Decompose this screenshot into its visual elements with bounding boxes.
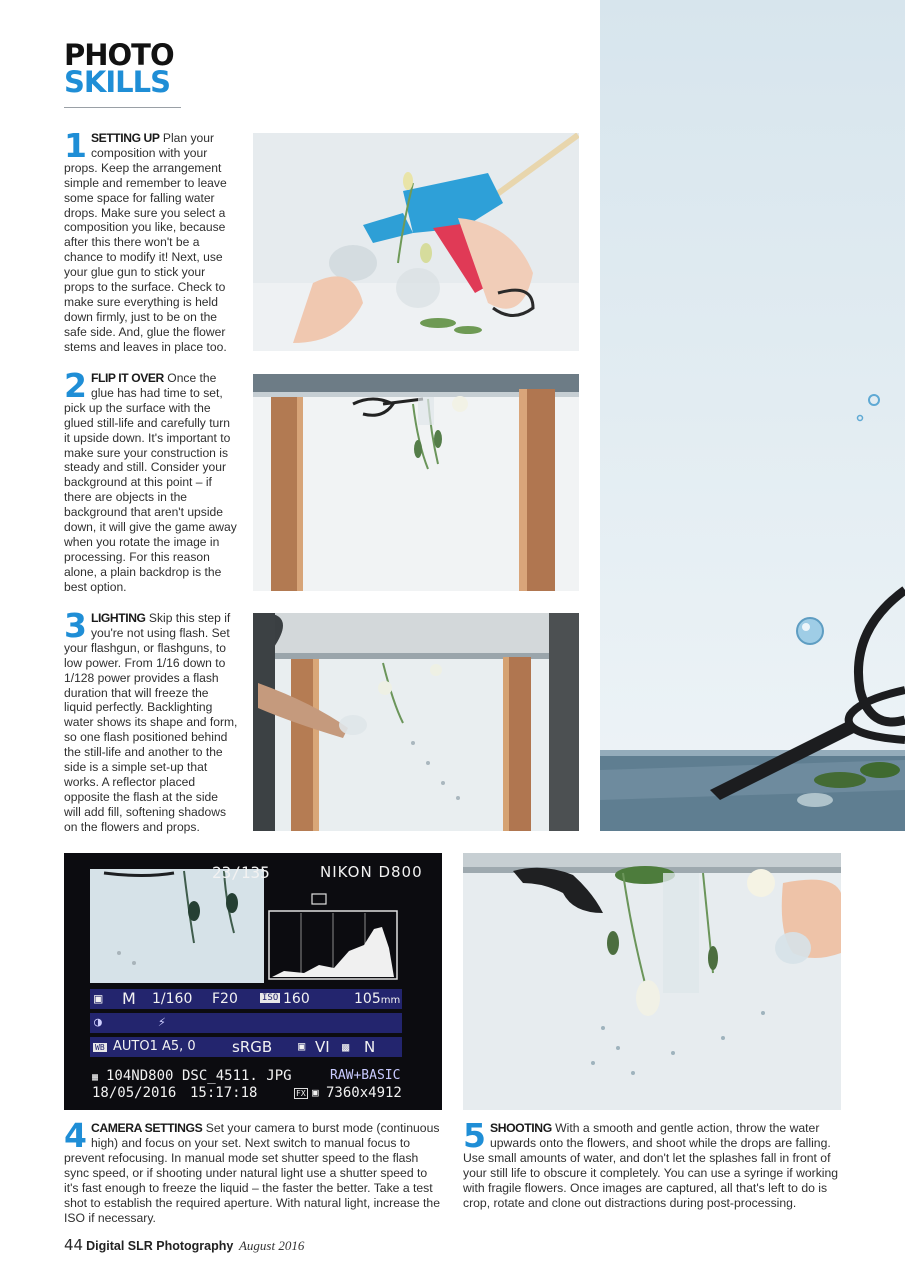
step-2 <box>64 366 238 595</box>
lcd-color-space: sRGB <box>232 1038 273 1056</box>
step-body: With a smooth and gentle action, throw the water upwards onto the flowers, and shoot while the drops are falling. Use small amounts of water, and don't let the splashes fall in front of your still life to obscure it completely. You can use a syringe if working with fragile flowers. Once images are captured, all that's left to do is crop, rotate and clone out distractions during post-processing. <box>463 1121 839 1210</box>
lcd-camera-model: NIKON D800 <box>320 863 423 881</box>
lcd-focal-length <box>354 991 400 1007</box>
lcd-aperture: F20 <box>212 991 238 1007</box>
lcd-folder: 104ND800 <box>106 1068 174 1084</box>
step-title: LIGHTING <box>90 611 146 625</box>
lcd-exposure-mode: M <box>122 989 136 1008</box>
photo-flip-it-over <box>253 374 579 591</box>
adl-icon: ▩ <box>342 1040 350 1054</box>
image-size-icon: ▣ <box>312 1086 319 1099</box>
lcd-quality: RAW+BASIC <box>330 1068 401 1083</box>
issue-date: August 2016 <box>238 1238 305 1253</box>
camera-lcd-screen <box>64 853 442 1110</box>
flash-comp-icon: ⚡ <box>158 1015 166 1030</box>
step-3 <box>64 606 238 835</box>
picture-control-icon: ▣ <box>298 1039 306 1053</box>
photo-skills-logo <box>64 38 184 99</box>
header-divider <box>64 107 181 108</box>
step-title: CAMERA SETTINGS <box>90 1121 203 1135</box>
photo-lighting <box>253 613 579 831</box>
lcd-fx-label: FX <box>296 1089 306 1098</box>
lcd-filename: DSC_4511. JPG <box>182 1068 292 1084</box>
page-folio <box>64 1236 304 1254</box>
step-title: FLIP IT OVER <box>90 371 164 385</box>
step-body: Set your camera to burst mode (continuous high) and focus on your set. Next switch to manual focus to prevent refocusing. In manual mode set shutter speed to the flash sync speed, or if shooting under natural light use a shutter speed to it's fast enough to freeze the liquid – the faster the better. Take a test shot to establish the required aperture. With natural light, increase the ISO if necessary. <box>64 1121 440 1225</box>
step-5 <box>463 1116 841 1211</box>
logo-line-skills: SKILLS <box>64 65 170 99</box>
exposure-comp-icon: ◑ <box>94 1015 102 1030</box>
step-title: SETTING UP <box>90 131 160 145</box>
photo-hero-splash <box>600 0 905 831</box>
step-title: SHOOTING <box>489 1121 552 1135</box>
folder-icon: ▦ <box>92 1072 99 1083</box>
step-body: Skip this step if you're not using flash. Set your flashgun, or flashguns, to low power. From 1/16 down to 1/128 power provides a flash duration that will freeze the liquid perfectly. Backlighting water shows its shape and form, so one flash positioned behind the still-life and another to the side is a simple set-up that works. A reflector placed opposite the flash at the side will add fill, softening shadows on the flowers and props. <box>64 611 238 834</box>
lcd-iso-value: 160 <box>283 991 310 1007</box>
lcd-shutter-speed: 1/160 <box>152 991 193 1007</box>
step-number: 2 <box>64 366 87 405</box>
lcd-focal-unit: mm <box>380 995 401 1006</box>
lcd-frame-count: 23/135 <box>212 863 270 882</box>
page-number: 44 <box>64 1236 84 1254</box>
lcd-wb-label: WB <box>95 1043 105 1052</box>
step-number: 4 <box>64 1116 87 1155</box>
step-number: 5 <box>463 1116 486 1155</box>
lcd-adl-value: N <box>364 1038 376 1056</box>
photo-glue-gun <box>253 133 579 351</box>
lcd-white-balance: AUTO1 A5, 0 <box>113 1039 196 1054</box>
step-1 <box>64 126 238 355</box>
photo-shooting <box>463 853 841 1110</box>
step-number: 3 <box>64 606 87 645</box>
lcd-iso-label: ISO <box>262 993 279 1003</box>
magazine-name: Digital SLR Photography <box>86 1239 234 1253</box>
logo-line-photo: PHOTO <box>64 38 174 72</box>
lcd-image-size: 7360x4912 <box>326 1085 402 1101</box>
step-number: 1 <box>64 126 87 165</box>
step-body: Plan your composition with your props. Keep the arrangement simple and remember to leave some space for falling water drops. Make sure you select a composition you like, because after this there won't be a chance to modify it! Next, use your glue gun to stick your props to the surface. Check to make sure everything is held down firmly, just to be on the safe side. And, glue the flower stems and leaves in place too. <box>64 131 227 354</box>
step-4 <box>64 1116 442 1226</box>
lcd-focal-value: 105 <box>354 991 381 1007</box>
lcd-mode-icon: ▣ <box>94 991 103 1007</box>
lcd-time: 15:17:18 <box>190 1085 258 1101</box>
step-body: Once the glue has had time to set, pick up the surface with the glued still-life and carefully turn it upside down. It's important to make sure your construction is steady and still. Consider your background at this point – if there are objects in the background that aren't upside down, it will give the game away when you rotate the image in processing. For this reason alone, a plain backdrop is the best option. <box>64 371 237 594</box>
lcd-date: 18/05/2016 <box>92 1085 177 1101</box>
lcd-picture-control: VI <box>315 1038 330 1056</box>
